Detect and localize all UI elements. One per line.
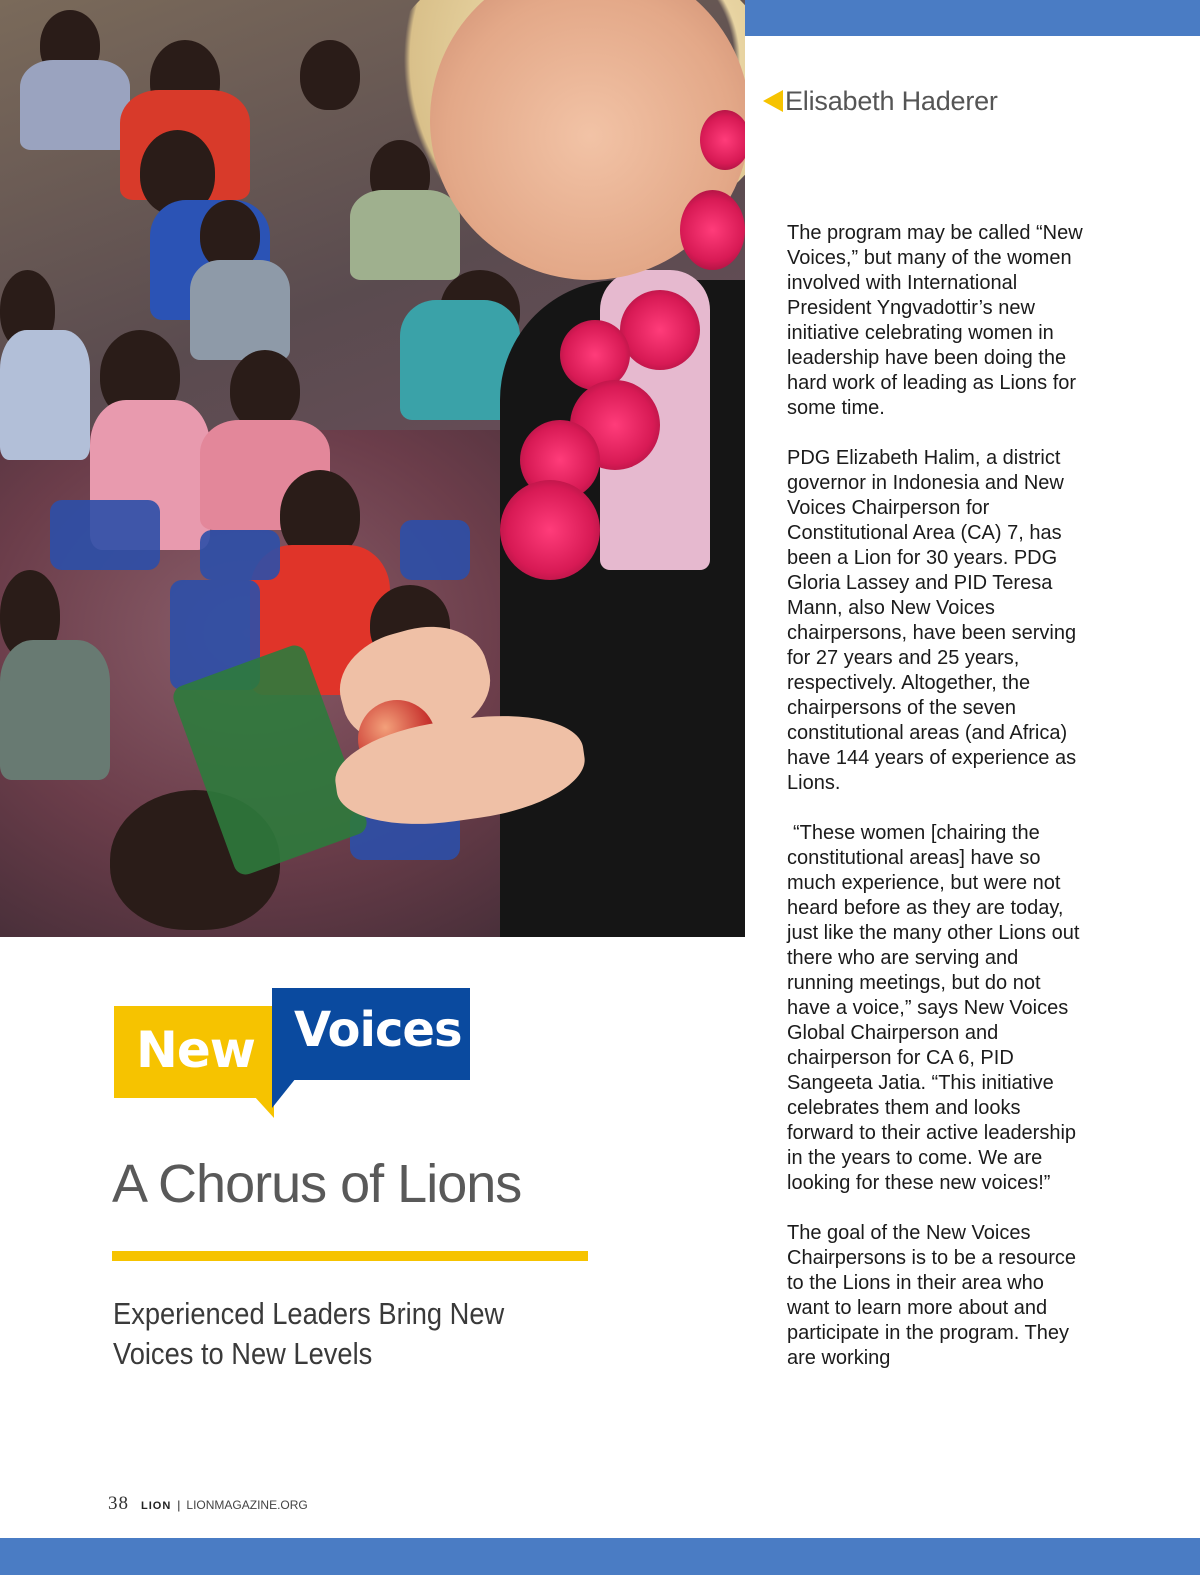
bottom-color-bar [0,1538,1200,1575]
logo-blue-tail [272,1078,296,1108]
logo-yellow-tail [254,1096,274,1118]
author-name: Elisabeth Haderer [785,85,998,116]
author-byline [763,84,998,118]
article-headline: A Chorus of Lions [112,1154,522,1214]
logo-word-new: New [136,1021,255,1079]
magazine-name: LION [141,1500,172,1512]
body-paragraph-2: PDG Elizabeth Halim, a district governor in Indonesia and New Voices Chairperson for Constitutional Area (CA) 7, has been a Lion for 30 years. PDG Gloria Lassey and PID Teresa Mann, also New Voices chairpersons, have been serving for 27 years and 25 years, respectively. Altogether, the chairpersons of the seven constitutional areas (and Africa) have 144 years of experience as Lions. [787,447,1077,794]
body-paragraph-4: The goal of the New Voices Chairpersons is to be a resource to the Lions in their area who want to learn more about and participate in the program. They are working [787,1222,1077,1369]
headline-rule [112,1251,588,1261]
body-paragraph-3: “These women [chairing the constitutional areas] have so much experience, but were not heard before as they are today, just like the many other Lions out there who are serving and running meetings, but do not have a voice,” says New Voices Global Chairperson and chairperson for CA 6, PID Sangeeta Jatia. “This initiative celebrates them and looks forward to their active leadership in the years to come. We are looking for these new voices!” [787,822,1080,1194]
footer-separator: | [177,1498,181,1512]
article-subhead: Experienced Leaders Bring New Voices to New Levels [113,1296,505,1371]
body-paragraph-1: The program may be called “New Voices,” but many of the women involved with International President Yngvadottir’s new initiative celebrating women in leadership have been doing the hard work of leading as Lions for some time. [787,222,1083,419]
page-number: 38 [108,1493,129,1514]
byline-arrow-icon [763,90,783,112]
website-link[interactable]: LIONMAGAZINE.ORG [186,1498,308,1512]
article-body [787,221,1087,1396]
top-color-bar [745,0,1200,36]
page-footer [108,1493,308,1515]
new-voices-logo [114,988,470,1120]
article-photo [0,0,745,937]
logo-word-voices: Voices [294,1002,462,1058]
